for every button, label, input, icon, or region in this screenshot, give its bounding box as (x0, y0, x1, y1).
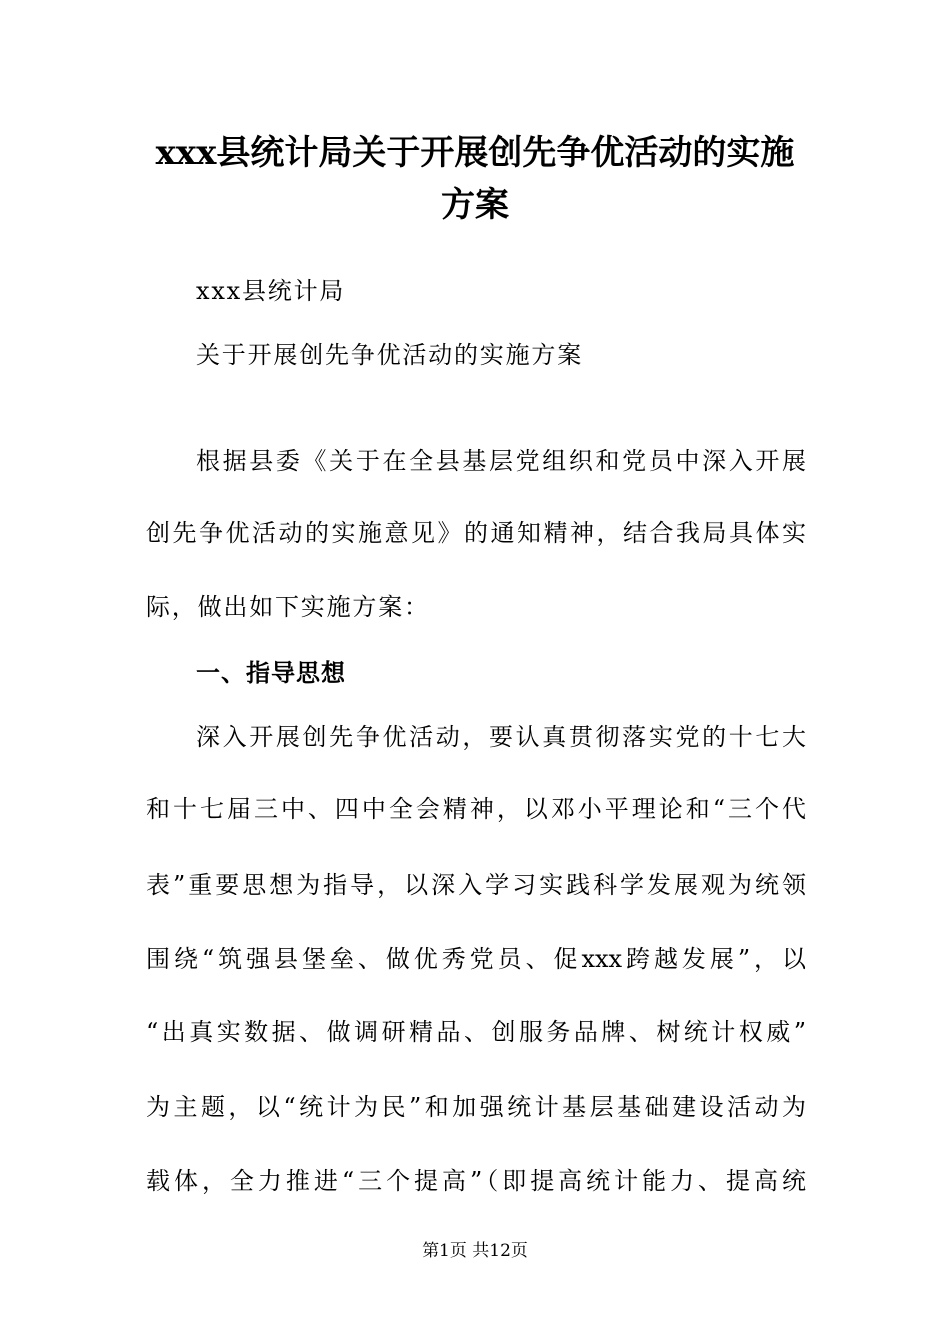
section1-line-1: 深入开展创先争优活动，要认真贯彻落实党的十七大 (196, 723, 806, 751)
section1-line-7: 载体，全力推进“三个提高”（即提高统计能力、提高统 (146, 1167, 806, 1195)
section1-line-5: “出真实数据、做调研精品、创服务品牌、树统计权威” (146, 1018, 806, 1046)
intro-line-2: 创先争优活动的实施意见》的通知精神，结合我局具体实 (146, 519, 806, 547)
document-title-line-2: 方案 (441, 185, 509, 225)
section1-line-3: 表”重要思想为指导，以深入学习实践科学发展观为统领 (146, 871, 806, 899)
document-subtitle: 关于开展创先争优活动的实施方案 (196, 341, 583, 369)
section1-line-4: 围绕“筑强县堡垒、做优秀党员、促xxx跨越发展”，以 (146, 945, 806, 973)
issuing-organization: xxx县统计局 (196, 277, 346, 305)
section1-line-2: 和十七届三中、四中全会精神，以邓小平理论和“三个代 (146, 795, 806, 823)
page-number-footer: 第1页 共12页 (422, 1241, 528, 1261)
section1-line-6: 为主题，以“统计为民”和加强统计基层基础建设活动为 (146, 1093, 806, 1121)
section-heading-guiding-ideology: 一、指导思想 (196, 659, 346, 687)
intro-line-1: 根据县委《关于在全县基层党组织和党员中深入开展 (196, 447, 806, 475)
document-title-line-1: xxx县统计局关于开展创先争优活动的实施 (155, 133, 795, 173)
intro-line-3: 际，做出如下实施方案： (146, 593, 430, 621)
